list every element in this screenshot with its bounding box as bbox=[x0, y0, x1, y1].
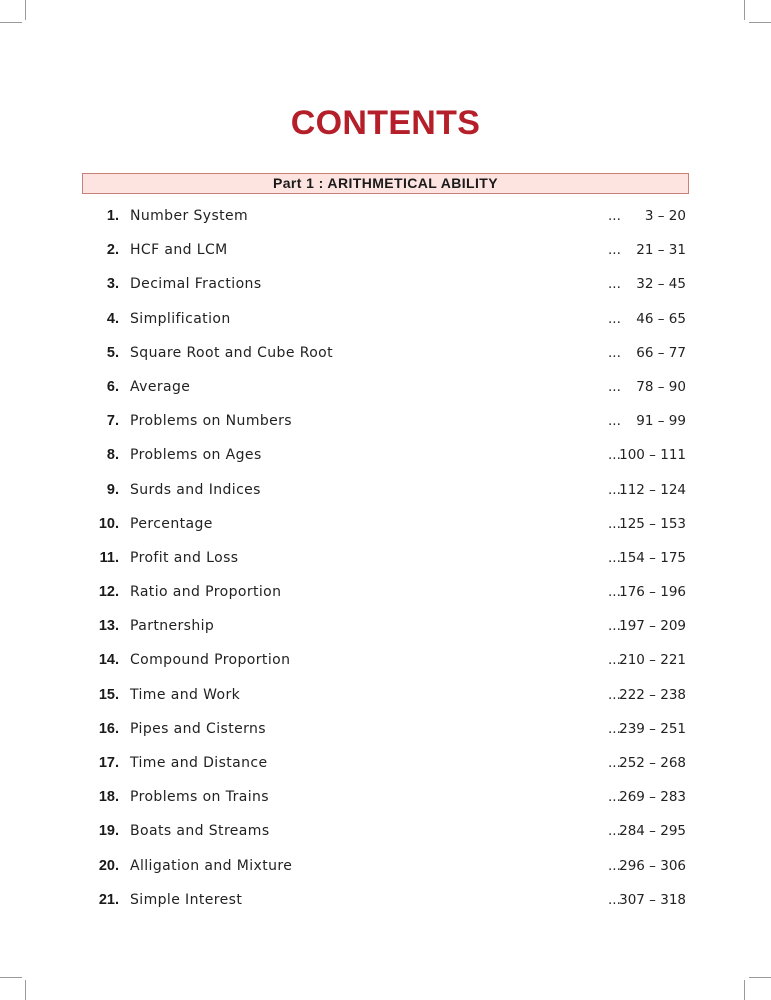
page-range: 112 – 124 bbox=[619, 481, 686, 498]
chapter-title: Problems on Ages bbox=[130, 447, 262, 464]
leader-dots: ... bbox=[608, 242, 621, 259]
toc-entry bbox=[0, 542, 771, 576]
leader-dots: ... bbox=[608, 208, 621, 224]
chapter-title: Boats and Streams bbox=[130, 823, 270, 840]
leader-dots: ... bbox=[608, 344, 621, 361]
toc-entry bbox=[0, 268, 771, 302]
page-range: 252 – 268 bbox=[619, 755, 686, 771]
chapter-number: 13. bbox=[98, 618, 119, 635]
leader-dots: ... bbox=[608, 584, 621, 601]
chapter-title: Simplification bbox=[130, 310, 231, 327]
chapter-title: HCF and LCM bbox=[130, 242, 228, 259]
toc-entry bbox=[0, 884, 771, 918]
toc-entry bbox=[0, 439, 771, 473]
chapter-title: Square Root and Cube Root bbox=[130, 344, 334, 361]
toc-entry bbox=[0, 815, 771, 849]
chapter-title: Time and Distance bbox=[130, 755, 268, 771]
chapter-title: Time and Work bbox=[130, 686, 241, 703]
toc-entry bbox=[0, 371, 771, 405]
toc-entry bbox=[0, 713, 771, 747]
chapter-number: 12. bbox=[98, 584, 119, 601]
leader-dots: ... bbox=[608, 857, 621, 874]
toc-entry bbox=[0, 303, 771, 337]
page-range: 3 – 20 bbox=[644, 208, 686, 224]
page-range: 100 – 111 bbox=[619, 447, 686, 464]
leader-dots: ... bbox=[608, 310, 621, 327]
chapter-number: 16. bbox=[98, 720, 119, 737]
crop-mark-top-left-v bbox=[25, 0, 26, 20]
leader-dots: ... bbox=[608, 891, 621, 908]
chapter-number: 4. bbox=[106, 310, 119, 327]
crop-mark-top-right-v bbox=[744, 0, 745, 20]
page-range: 125 – 153 bbox=[619, 515, 686, 532]
toc-entry bbox=[0, 644, 771, 678]
leader-dots: ... bbox=[608, 481, 621, 498]
page-range: 46 – 65 bbox=[636, 310, 686, 327]
chapter-title: Profit and Loss bbox=[130, 549, 239, 566]
page-range: 239 – 251 bbox=[619, 720, 686, 737]
page-range: 78 – 90 bbox=[636, 378, 686, 395]
page-range: 307 – 318 bbox=[619, 891, 686, 908]
chapter-title: Decimal Fractions bbox=[130, 276, 262, 293]
chapter-number: 20. bbox=[98, 857, 119, 874]
toc-entry bbox=[0, 474, 771, 508]
toc-entry bbox=[0, 405, 771, 439]
chapter-number: 19. bbox=[98, 823, 119, 840]
page-range: 176 – 196 bbox=[619, 584, 686, 601]
chapter-title: Alligation and Mixture bbox=[130, 857, 293, 874]
leader-dots: ... bbox=[608, 755, 621, 771]
leader-dots: ... bbox=[608, 823, 621, 840]
chapter-title: Ratio and Proportion bbox=[130, 584, 282, 601]
chapter-number: 15. bbox=[98, 686, 119, 703]
toc-entry bbox=[0, 850, 771, 884]
crop-mark-bottom-right-h bbox=[749, 977, 771, 978]
leader-dots: ... bbox=[608, 789, 621, 806]
chapter-number: 10. bbox=[98, 515, 119, 532]
chapter-title: Compound Proportion bbox=[130, 652, 291, 669]
chapter-number: 21. bbox=[98, 891, 119, 908]
chapter-title: Percentage bbox=[130, 515, 213, 532]
page-range: 296 – 306 bbox=[619, 857, 686, 874]
page-title: CONTENTS bbox=[290, 104, 481, 142]
leader-dots: ... bbox=[608, 618, 621, 635]
page-range: 284 – 295 bbox=[619, 823, 686, 840]
leader-dots: ... bbox=[608, 378, 621, 395]
chapter-number: 3. bbox=[106, 276, 119, 293]
chapter-number: 14. bbox=[98, 652, 119, 669]
crop-mark-bottom-left-v bbox=[25, 980, 26, 1000]
page-range: 91 – 99 bbox=[636, 413, 686, 430]
leader-dots: ... bbox=[608, 720, 621, 737]
crop-mark-top-right-h bbox=[749, 22, 771, 23]
toc-entry bbox=[0, 576, 771, 610]
chapter-title: Pipes and Cisterns bbox=[130, 720, 266, 737]
toc-entry bbox=[0, 781, 771, 815]
chapter-number: 11. bbox=[99, 549, 119, 566]
toc-entry bbox=[0, 234, 771, 268]
contents-list bbox=[0, 200, 771, 918]
leader-dots: ... bbox=[608, 686, 621, 703]
crop-mark-top-left-h bbox=[0, 22, 22, 23]
toc-entry bbox=[0, 679, 771, 713]
chapter-number: 2. bbox=[106, 242, 119, 259]
page-range: 197 – 209 bbox=[619, 618, 686, 635]
chapter-title: Problems on Numbers bbox=[130, 413, 293, 430]
chapter-number: 17. bbox=[98, 755, 119, 771]
page-range: 154 – 175 bbox=[619, 549, 686, 566]
page-range: 269 – 283 bbox=[619, 789, 686, 806]
chapter-number: 6. bbox=[106, 378, 119, 395]
chapter-number: 1. bbox=[106, 208, 119, 224]
leader-dots: ... bbox=[608, 276, 621, 293]
toc-entry bbox=[0, 508, 771, 542]
toc-entry bbox=[0, 747, 771, 781]
crop-mark-bottom-left-h bbox=[0, 977, 22, 978]
chapter-title: Average bbox=[130, 378, 191, 395]
chapter-number: 8. bbox=[106, 447, 119, 464]
chapter-number: 7. bbox=[106, 413, 119, 430]
leader-dots: ... bbox=[608, 652, 621, 669]
part-heading: Part 1 : ARITHMETICAL ABILITY bbox=[82, 173, 689, 194]
leader-dots: ... bbox=[608, 447, 621, 464]
leader-dots: ... bbox=[608, 413, 621, 430]
chapter-number: 18. bbox=[98, 789, 119, 806]
chapter-number: 5. bbox=[106, 344, 119, 361]
chapter-title: Number System bbox=[130, 208, 249, 224]
page-range: 222 – 238 bbox=[619, 686, 686, 703]
chapter-title: Problems on Trains bbox=[130, 789, 269, 806]
page-range: 66 – 77 bbox=[636, 344, 686, 361]
chapter-title: Partnership bbox=[130, 618, 215, 635]
leader-dots: ... bbox=[608, 515, 621, 532]
chapter-title: Surds and Indices bbox=[130, 481, 261, 498]
toc-entry bbox=[0, 337, 771, 371]
page-range: 21 – 31 bbox=[636, 242, 686, 259]
leader-dots: ... bbox=[608, 549, 621, 566]
toc-entry bbox=[0, 610, 771, 644]
crop-mark-bottom-right-v bbox=[744, 980, 745, 1000]
page-range: 210 – 221 bbox=[619, 652, 686, 669]
chapter-title: Simple Interest bbox=[130, 891, 243, 908]
chapter-number: 9. bbox=[106, 481, 119, 498]
page-range: 32 – 45 bbox=[636, 276, 686, 293]
toc-entry bbox=[0, 200, 771, 234]
